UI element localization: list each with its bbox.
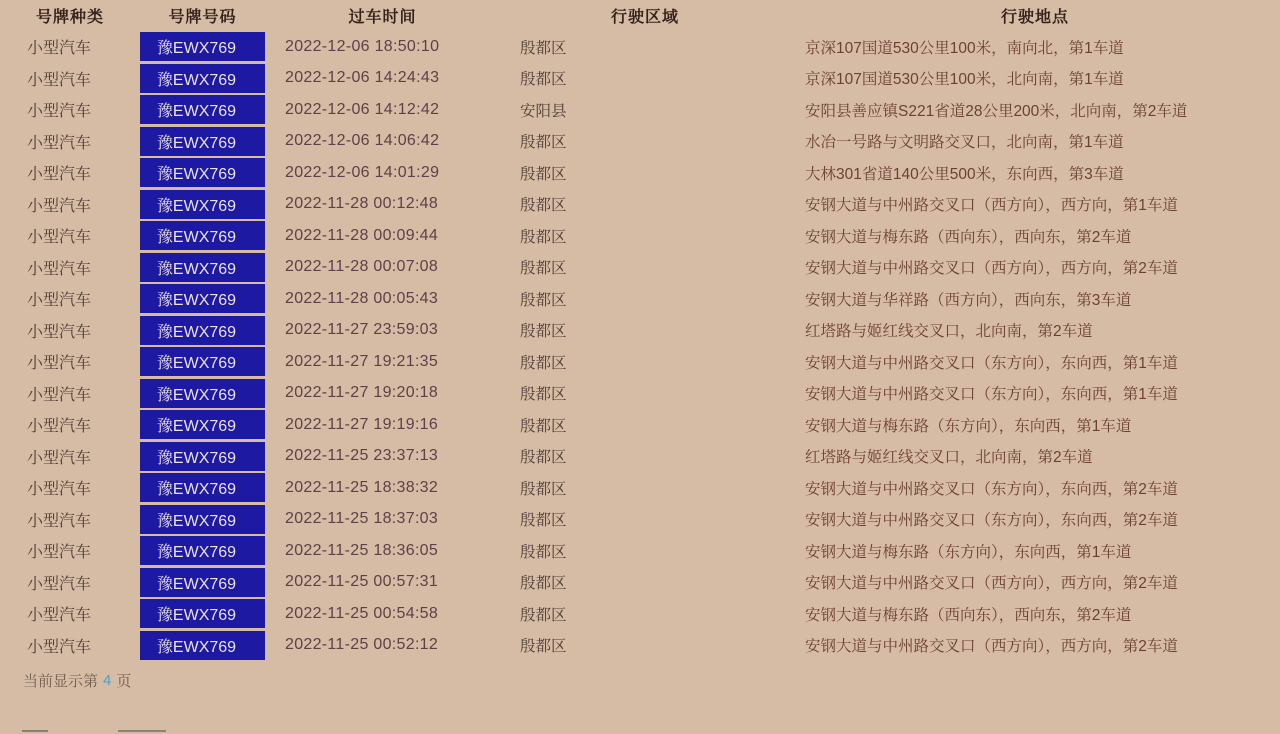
pass-time-cell: 2022-12-06 18:50:10 xyxy=(285,37,440,55)
table-row xyxy=(0,252,1280,284)
area-cell: 殷都区 xyxy=(520,228,567,246)
header-plate-number: 号牌号码 xyxy=(168,9,237,26)
location-cell: 安钢大道与中州路交叉口（西方向），西方向，第1车道 xyxy=(805,197,1178,215)
plate-number-button[interactable]: 豫EWX769 xyxy=(140,473,265,502)
pass-time-cell: 2022-12-06 14:01:29 xyxy=(285,163,440,181)
location-cell: 安钢大道与中州路交叉口（东方向），东向西，第1车道 xyxy=(805,354,1178,372)
area-cell: 殷都区 xyxy=(520,354,567,372)
table-row xyxy=(0,63,1280,95)
plate-type-cell: 小型汽车 xyxy=(27,512,92,530)
pagination-prefix: 当前显示第 xyxy=(23,673,99,690)
area-cell: 殷都区 xyxy=(520,71,567,89)
clipped-bottom-content xyxy=(22,730,166,734)
plate-type-cell: 小型汽车 xyxy=(27,323,92,341)
table-row xyxy=(0,346,1280,378)
area-cell: 殷都区 xyxy=(520,417,567,435)
plate-number-button[interactable]: 豫EWX769 xyxy=(140,379,265,408)
table-row xyxy=(0,567,1280,599)
location-cell: 水冶一号路与文明路交叉口，北向南，第1车道 xyxy=(805,134,1124,152)
pass-time-cell: 2022-11-27 19:19:16 xyxy=(285,415,439,433)
plate-type-cell: 小型汽车 xyxy=(27,197,92,215)
pagination-suffix: 页 xyxy=(116,673,132,690)
table-row xyxy=(0,598,1280,630)
plate-type-cell: 小型汽车 xyxy=(27,229,92,247)
area-cell: 殷都区 xyxy=(520,260,567,278)
location-cell: 安钢大道与中州路交叉口（东方向），东向西，第2车道 xyxy=(805,480,1178,498)
plate-number-button[interactable]: 豫EWX769 xyxy=(140,158,265,187)
table-row xyxy=(0,504,1280,536)
plate-type-cell: 小型汽车 xyxy=(27,103,92,121)
area-cell: 殷都区 xyxy=(520,291,567,309)
table-row xyxy=(0,535,1280,567)
table-row xyxy=(0,630,1280,662)
area-cell: 殷都区 xyxy=(520,323,567,341)
plate-type-cell: 小型汽车 xyxy=(27,607,92,625)
area-cell: 殷都区 xyxy=(520,543,567,561)
table-row xyxy=(0,378,1280,410)
header-area: 行驶区域 xyxy=(610,9,679,26)
table-row xyxy=(0,283,1280,315)
plate-number-button[interactable]: 豫EWX769 xyxy=(140,536,265,565)
area-cell: 殷都区 xyxy=(520,165,567,183)
plate-type-cell: 小型汽车 xyxy=(27,544,92,562)
pagination-status xyxy=(23,670,1280,691)
location-cell: 安钢大道与中州路交叉口（西方向），西方向，第2车道 xyxy=(805,638,1178,656)
plate-type-cell: 小型汽车 xyxy=(27,71,92,89)
plate-number-button[interactable]: 豫EWX769 xyxy=(140,221,265,250)
pass-time-cell: 2022-11-25 18:38:32 xyxy=(285,478,439,496)
location-cell: 安阳县善应镇S221省道28公里200米，北向南，第2车道 xyxy=(805,102,1188,120)
table-row xyxy=(0,94,1280,126)
pass-time-cell: 2022-11-27 19:20:18 xyxy=(285,384,439,402)
plate-type-cell: 小型汽车 xyxy=(27,575,92,593)
pass-time-cell: 2022-11-27 23:59:03 xyxy=(285,321,439,339)
area-cell: 殷都区 xyxy=(520,512,567,530)
table-row xyxy=(0,315,1280,347)
table-row xyxy=(0,409,1280,441)
area-cell: 殷都区 xyxy=(520,575,567,593)
area-cell: 殷都区 xyxy=(520,39,567,57)
plate-number-button[interactable]: 豫EWX769 xyxy=(140,253,265,282)
table-row xyxy=(0,441,1280,473)
area-cell: 殷都区 xyxy=(520,386,567,404)
pass-time-cell: 2022-11-25 23:37:13 xyxy=(285,447,439,465)
plate-number-button[interactable]: 豫EWX769 xyxy=(140,442,265,471)
pass-time-cell: 2022-11-25 00:52:12 xyxy=(285,636,439,654)
plate-type-cell: 小型汽车 xyxy=(27,40,92,58)
plate-type-cell: 小型汽车 xyxy=(27,134,92,152)
plate-number-button[interactable]: 豫EWX769 xyxy=(140,631,265,660)
pass-time-cell: 2022-11-25 18:37:03 xyxy=(285,510,439,528)
plate-type-cell: 小型汽车 xyxy=(27,260,92,278)
plate-number-button[interactable]: 豫EWX769 xyxy=(140,95,265,124)
location-cell: 京深107国道530公里100米，北向南，第1车道 xyxy=(805,71,1124,89)
plate-type-cell: 小型汽车 xyxy=(27,355,92,373)
location-cell: 安钢大道与中州路交叉口（东方向），东向西，第1车道 xyxy=(805,386,1178,404)
table-row xyxy=(0,157,1280,189)
pass-time-cell: 2022-11-28 00:12:48 xyxy=(285,195,439,213)
location-cell: 安钢大道与华祥路（西方向），西向东，第3车道 xyxy=(805,291,1132,309)
plate-type-cell: 小型汽车 xyxy=(27,418,92,436)
area-cell: 殷都区 xyxy=(520,134,567,152)
plate-number-button[interactable]: 豫EWX769 xyxy=(140,410,265,439)
table-row xyxy=(0,126,1280,158)
location-cell: 安钢大道与梅东路（东方向），东向西，第1车道 xyxy=(805,417,1132,435)
location-cell: 大林301省道140公里500米，东向西，第3车道 xyxy=(805,165,1124,183)
plate-number-button[interactable]: 豫EWX769 xyxy=(140,568,265,597)
table-row xyxy=(0,31,1280,63)
table-row xyxy=(0,189,1280,221)
plate-number-button[interactable]: 豫EWX769 xyxy=(140,505,265,534)
location-cell: 安钢大道与梅东路（西向东），西向东，第2车道 xyxy=(805,606,1132,624)
pass-time-cell: 2022-12-06 14:06:42 xyxy=(285,132,440,150)
table-header-row xyxy=(0,0,1280,31)
pass-time-cell: 2022-11-25 00:54:58 xyxy=(285,604,439,622)
current-page-number: 4 xyxy=(103,672,112,689)
location-cell: 安钢大道与梅东路（西向东），西向东，第2车道 xyxy=(805,228,1132,246)
plate-number-button[interactable]: 豫EWX769 xyxy=(140,284,265,313)
plate-type-cell: 小型汽车 xyxy=(27,292,92,310)
location-cell: 京深107国道530公里100米，南向北，第1车道 xyxy=(805,39,1124,57)
pass-time-cell: 2022-11-27 19:21:35 xyxy=(285,352,439,370)
pass-time-cell: 2022-12-06 14:12:42 xyxy=(285,100,440,118)
plate-number-button[interactable]: 豫EWX769 xyxy=(140,347,265,376)
plate-type-cell: 小型汽车 xyxy=(27,449,92,467)
area-cell: 殷都区 xyxy=(520,449,567,467)
plate-number-button[interactable]: 豫EWX769 xyxy=(140,599,265,628)
table-row xyxy=(0,220,1280,252)
location-cell: 安钢大道与梅东路（东方向），东向西，第1车道 xyxy=(805,543,1132,561)
area-cell: 殷都区 xyxy=(520,480,567,498)
plate-number-button[interactable]: 豫EWX769 xyxy=(140,190,265,219)
location-cell: 安钢大道与中州路交叉口（东方向），东向西，第2车道 xyxy=(805,512,1178,530)
plate-type-cell: 小型汽车 xyxy=(27,481,92,499)
pass-time-cell: 2022-11-28 00:05:43 xyxy=(285,289,439,307)
header-plate-type: 号牌种类 xyxy=(35,9,104,26)
table-row xyxy=(0,472,1280,504)
plate-number-button[interactable]: 豫EWX769 xyxy=(140,316,265,345)
plate-type-cell: 小型汽车 xyxy=(27,386,92,404)
location-cell: 安钢大道与中州路交叉口（西方向），西方向，第2车道 xyxy=(805,575,1178,593)
location-cell: 安钢大道与中州路交叉口（西方向），西方向，第2车道 xyxy=(805,260,1178,278)
area-cell: 殷都区 xyxy=(520,197,567,215)
pass-time-cell: 2022-11-28 00:07:08 xyxy=(285,258,439,276)
header-location: 行驶地点 xyxy=(1000,9,1069,26)
area-cell: 安阳县 xyxy=(520,102,567,120)
plate-number-button[interactable]: 豫EWX769 xyxy=(140,127,265,156)
pass-time-cell: 2022-12-06 14:24:43 xyxy=(285,69,440,87)
plate-number-button[interactable]: 豫EWX769 xyxy=(140,64,265,93)
plate-type-cell: 小型汽车 xyxy=(27,166,92,184)
pass-time-cell: 2022-11-28 00:09:44 xyxy=(285,226,439,244)
table-body xyxy=(0,31,1280,661)
area-cell: 殷都区 xyxy=(520,606,567,624)
pass-time-cell: 2022-11-25 00:57:31 xyxy=(285,573,439,591)
location-cell: 红塔路与姬红线交叉口，北向南，第2车道 xyxy=(805,323,1093,341)
location-cell: 红塔路与姬红线交叉口，北向南，第2车道 xyxy=(805,449,1093,467)
pass-time-cell: 2022-11-25 18:36:05 xyxy=(285,541,439,559)
header-pass-time: 过车时间 xyxy=(348,9,417,26)
plate-number-button[interactable]: 豫EWX769 xyxy=(140,32,265,61)
area-cell: 殷都区 xyxy=(520,638,567,656)
plate-type-cell: 小型汽车 xyxy=(27,638,92,656)
